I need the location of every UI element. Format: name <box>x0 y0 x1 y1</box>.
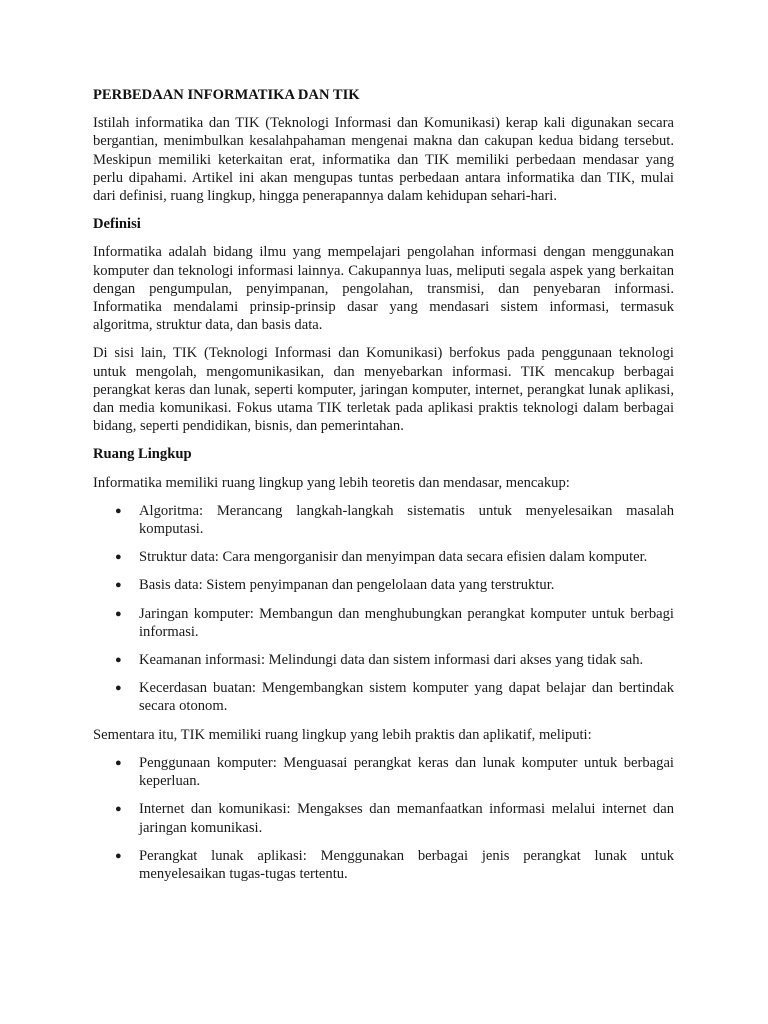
list-item <box>93 754 674 790</box>
list-item <box>93 605 674 641</box>
tik-scope-intro: Sementara itu, TIK memiliki ruang lingkup yang lebih praktis dan aplikatif, meliputi: <box>93 726 592 743</box>
bullet-icon: ● <box>115 551 122 564</box>
list-item <box>93 679 674 715</box>
list-item-text: Internet dan komunikasi: Mengakses dan memanfaatkan informasi melalui internet dan jaringan komunikasi. <box>139 801 674 836</box>
bullet-icon: ● <box>115 682 122 695</box>
list-item-text: Perangkat lunak aplikasi: Menggunakan berbagai jenis perangkat lunak untuk menyelesaikan tugas-tugas tertentu. <box>139 847 674 882</box>
bullet-icon: ● <box>115 504 122 517</box>
definisi-paragraph: Informatika adalah bidang ilmu yang mempelajari pengolahan informasi dengan menggunakan komputer dan teknologi informasi lainnya. Cakupannya luas, meliputi segala aspek yang berkaitan dengan pengumpulan, penyimpanan, pengolahan, transmisi, dan penyebaran informasi. Informatika mendalami prinsip-prinsip dasar yang mendasari sistem informasi, termasuk algoritma, struktur data, dan basis data. <box>93 244 674 334</box>
informatika-scope-intro: Informatika memiliki ruang lingkup yang lebih teoretis dan mendasar, mencakup: <box>93 474 570 491</box>
tik-scope-list <box>93 754 674 883</box>
list-item-text: Basis data: Sistem penyimpanan dan pengelolaan data yang terstruktur. <box>139 577 555 594</box>
bullet-icon: ● <box>115 654 122 667</box>
list-item <box>93 502 674 538</box>
bullet-icon: ● <box>115 607 122 620</box>
list-item-text: Keamanan informasi: Melindungi data dan sistem informasi dari akses yang tidak sah. <box>139 652 644 669</box>
intro-paragraph: Istilah informatika dan TIK (Teknologi Informasi dan Komunikasi) kerap kali digunakan secara bergantian, menimbulkan kesalahpahaman mengenai makna dan cakupan kedua bidang tersebut. Meskipun memiliki keterkaitan erat, informatika dan TIK memiliki perbedaan mendasar yang perlu dipahami. Artikel ini akan mengupas tuntas perbedaan antara informatika dan TIK, mulai dari definisi, ruang lingkup, hingga penerapannya dalam kehidupan sehari-hari. <box>93 115 674 205</box>
document-title: PERBEDAAN INFORMATIKA DAN TIK <box>93 87 360 103</box>
list-item-text: Struktur data: Cara mengorganisir dan menyimpan data secara efisien dalam komputer. <box>139 549 648 566</box>
list-item-text: Kecerdasan buatan: Mengembangkan sistem komputer yang dapat belajar dan bertindak secara otonom. <box>139 680 674 715</box>
section-heading-definisi: Definisi <box>93 216 141 233</box>
informatika-scope-list <box>93 502 674 716</box>
definisi-paragraph: Di sisi lain, TIK (Teknologi Informasi dan Komunikasi) berfokus pada penggunaan teknologi untuk mengolah, mengomunikasikan, dan menyebarkan informasi. TIK mencakup berbagai perangkat keras dan lunak, seperti komputer, jaringan komputer, internet, perangkat lunak aplikasi, dan media komunikasi. Fokus utama TIK terletak pada aplikasi praktis teknologi dalam berbagai bidang, seperti pendidikan, bisnis, dan pemerintahan. <box>93 345 674 435</box>
bullet-icon: ● <box>115 579 122 592</box>
list-item <box>93 548 674 566</box>
list-item <box>93 847 674 883</box>
list-item <box>93 576 674 594</box>
list-item <box>93 800 674 836</box>
list-item-text: Jaringan komputer: Membangun dan menghubungkan perangkat komputer untuk berbagi informasi. <box>139 605 674 640</box>
bullet-icon: ● <box>115 803 122 816</box>
list-item-text: Penggunaan komputer: Menguasai perangkat keras dan lunak komputer untuk berbagai keperluan. <box>139 754 674 790</box>
bullet-icon: ● <box>115 849 122 862</box>
section-heading-ruang-lingkup: Ruang Lingkup <box>93 446 192 463</box>
list-item-text: Algoritma: Merancang langkah-langkah sistematis untuk menyelesaikan masalah komputasi. <box>139 502 674 538</box>
bullet-icon: ● <box>115 756 122 769</box>
list-item <box>93 651 674 669</box>
